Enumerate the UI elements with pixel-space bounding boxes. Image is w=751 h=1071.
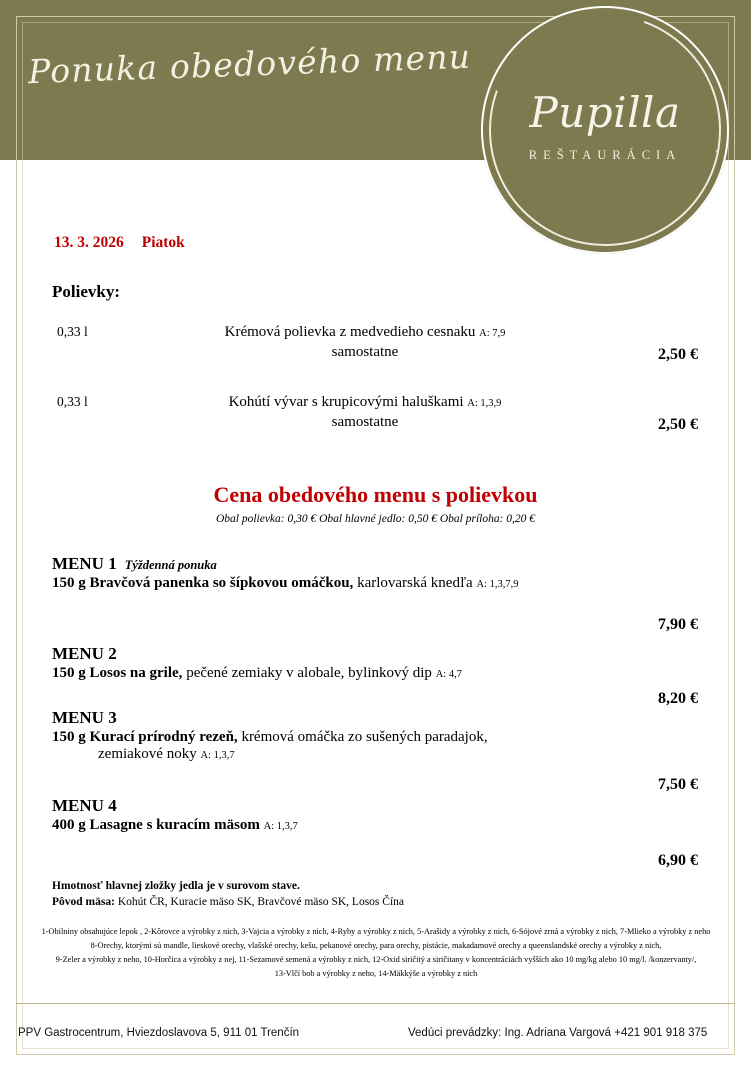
soup-separate-label: samostatne [331, 414, 399, 430]
page-title: Ponuka obedového menu [27, 36, 472, 92]
menu-description-line2 [98, 746, 612, 763]
soup-price: 2,50 € [658, 416, 698, 433]
weight-note: Hmotnosť hlavnej zložky jedla je v surovom stave. [52, 880, 300, 892]
menu-heading-text: MENU 1 [52, 554, 117, 573]
soup-name-text: Krémová polievka z medvedieho cesnaku [224, 324, 476, 340]
menu-main-dish: Lasagne s kuracím mäsom [89, 817, 260, 833]
menu-description [52, 575, 612, 592]
menu-heading-text: MENU 4 [52, 796, 117, 815]
footer-manager-contact: Vedúci prevádzky: Ing. Adriana Vargová +421 901 918 375 [408, 1027, 708, 1039]
menu-allergens: A: 1,3,7,9 [476, 579, 519, 590]
menu-heading [52, 796, 125, 816]
allergen-legend-line: 1-Obilniny obsahujúce lepok , 2-Kôrovce a výrobky z nich, 3-Vajcia a výrobky z nich, 4-Ryby a výrobky z nich, 5-Arašidy a výrobky z nich, 6-Sójové zrná a výrobky z nich, 7-Mlieko a výrobky z neho [41, 927, 711, 936]
packaging-note: Obal polievka: 0,30 € Obal hlavné jedlo: 0,50 € Obal príloha: 0,20 € [215, 513, 536, 525]
soup-price: 2,50 € [658, 346, 698, 363]
menu-heading [52, 708, 125, 728]
menu-weight: 150 g [52, 729, 86, 745]
footer-divider [16, 1003, 735, 1004]
soup-volume: 0,33 l [57, 394, 88, 409]
menu-price: 8,20 € [658, 690, 698, 707]
soups-heading: Polievky: [52, 282, 120, 301]
menu-weight: 150 g [52, 665, 86, 681]
menu-price: 7,50 € [658, 776, 698, 793]
menu-weekly-label: Týždenná ponuka [124, 558, 217, 572]
menu-side-dish: karlovarská knedľa [353, 575, 473, 591]
menu-description [52, 665, 612, 682]
menu-description [52, 729, 612, 763]
menu-heading-text: MENU 2 [52, 644, 117, 663]
meat-origin-label: Pôvod mäsa: [52, 896, 115, 908]
menu-date-value: 13. 3. 2026 [54, 234, 124, 251]
menu-description [52, 817, 612, 834]
soup-name [150, 394, 580, 411]
allergen-legend-line: 13-Vlčí bob a výrobky z neho, 14-Mäkkýše a výrobky z nich [274, 969, 478, 978]
logo-tick-mark: " [715, 148, 720, 160]
soup-separate-label: samostatne [331, 344, 399, 360]
menu-main-dish: Losos na grile, [89, 665, 183, 681]
menu-weight: 150 g [52, 575, 86, 591]
soup-name-text: Kohútí vývar s krupicovými haluškami [228, 394, 464, 410]
menu-allergens: A: 1,3,7 [263, 821, 298, 832]
menu-allergens: A: 4,7 [435, 669, 462, 680]
menu-side-dish: pečené zemiaky v alobale, bylinkový dip [182, 665, 432, 681]
menu-heading-text: MENU 3 [52, 708, 117, 727]
soup-allergens: A: 7,9 [479, 328, 506, 339]
menu-side-dish-2: zemiakové noky [98, 746, 197, 762]
menu-price-banner: Cena obedového menu s polievkou [213, 482, 538, 507]
meat-origin-note [52, 896, 692, 908]
meat-origin-value: Kohút ČR, Kuracie mäso SK, Bravčové mäso SK, Losos Čína [114, 896, 405, 908]
footer-address: PPV Gastrocentrum, Hviezdoslavova 5, 911 01 Trenčín [18, 1027, 300, 1039]
allergen-legend-line: 9-Zeler a výrobky z neho, 10-Horčica a výrobky z nej, 11-Sezamové semená a výrobky z nich, 12-Oxid siričitý a siričitany v koncentráciách vyšších ako 10 mg/kg alebo 10 mg/l. /konzervanty/, [55, 955, 697, 964]
soup-allergens: A: 1,3,9 [467, 398, 502, 409]
soup-volume: 0,33 l [57, 324, 88, 339]
logo-name: Pupilla [529, 88, 681, 137]
menu-date [54, 234, 185, 252]
menu-price: 7,90 € [658, 616, 698, 633]
menu-main-dish: Kurací prírodný rezeň, [89, 729, 238, 745]
menu-weight: 400 g [52, 817, 86, 833]
menu-main-dish: Bravčová panenka so šípkovou omáčkou, [89, 575, 354, 591]
soup-name [150, 324, 580, 341]
menu-allergens: A: 1,3,7 [200, 750, 235, 761]
menu-side-dish: krémová omáčka zo sušených paradajok, [237, 729, 488, 745]
logo-subtitle: REŠTAURÁCIA [528, 148, 682, 162]
allergen-legend-line: 8-Orechy, ktorými sú mandle, lieskové orechy, vlašské orechy, kešu, pekanové orechy, para orechy, pistácie, makadamové orechy a queenslandské orechy a výrobky z nich, [90, 941, 662, 950]
menu-content [0, 160, 751, 1005]
menu-heading [52, 554, 217, 574]
menu-date-day: Piatok [141, 234, 185, 251]
menu-price: 6,90 € [658, 852, 698, 869]
menu-heading [52, 644, 125, 664]
